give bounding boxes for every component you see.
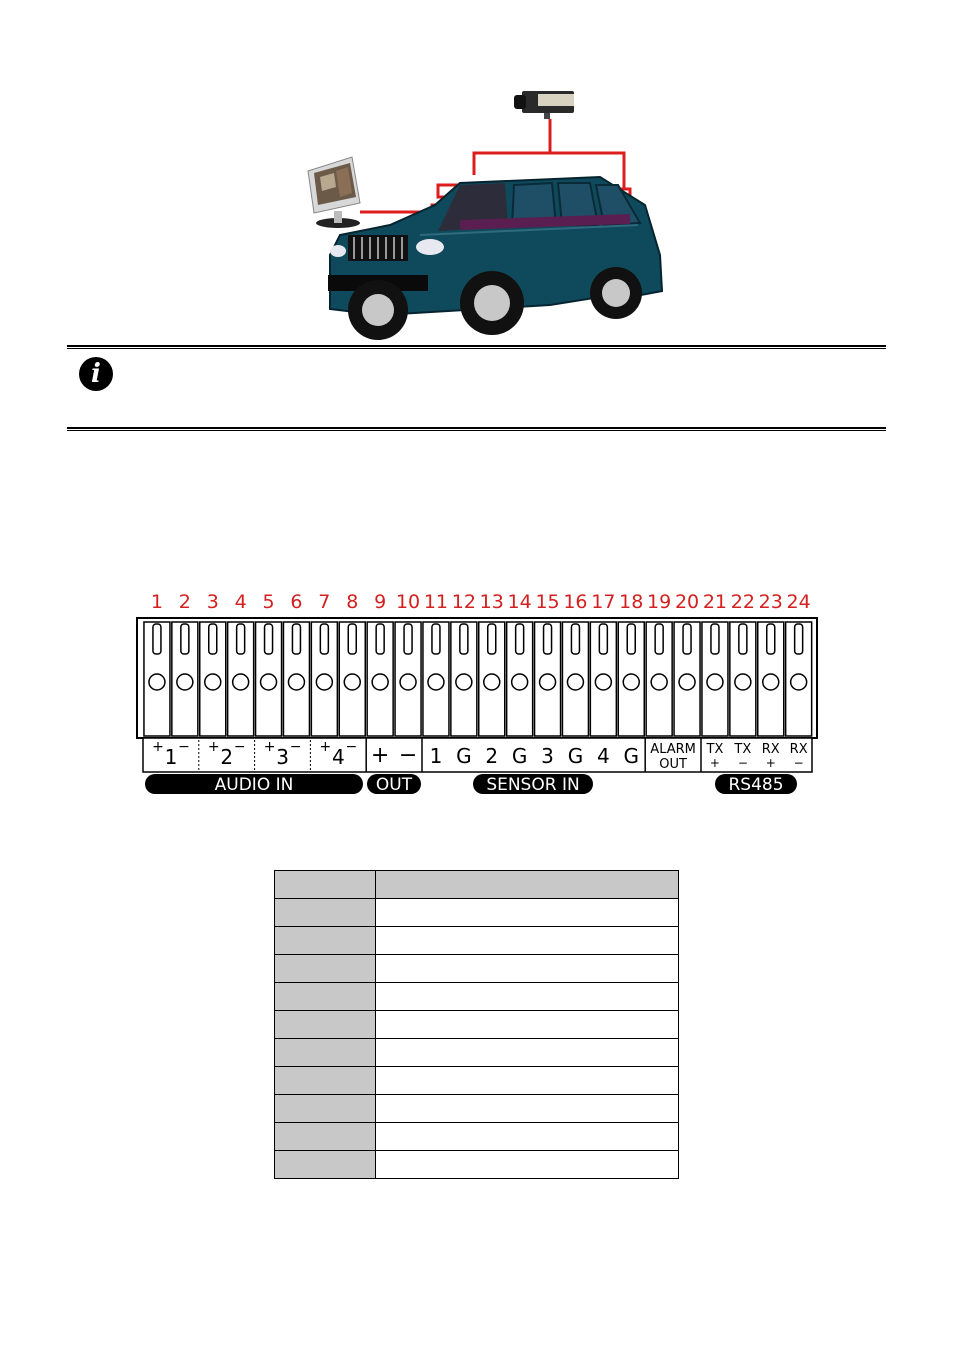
terminal-pin bbox=[200, 622, 226, 736]
terminal-pin bbox=[646, 622, 672, 736]
pin-number-label: 13 bbox=[479, 591, 504, 613]
terminal-pin bbox=[283, 622, 309, 736]
terminal-pin bbox=[228, 622, 254, 736]
rs485-pin-polarity: − bbox=[737, 756, 748, 770]
plus-sign: + bbox=[152, 739, 164, 755]
pin-number-label: 22 bbox=[730, 591, 755, 613]
terminal-pin bbox=[311, 622, 337, 736]
terminal-block-diagram bbox=[135, 588, 819, 798]
minus-sign: − bbox=[178, 739, 190, 755]
pin-number-label: 19 bbox=[647, 591, 672, 613]
terminal-pin bbox=[479, 622, 505, 736]
pin-number-label: 3 bbox=[206, 591, 219, 613]
pin-number-label: 8 bbox=[346, 591, 359, 613]
plus-sign: + bbox=[207, 739, 220, 755]
terminal-pin bbox=[786, 622, 812, 736]
out-plus: + bbox=[370, 743, 390, 768]
pin-number-label: 2 bbox=[178, 591, 191, 613]
rs485-pin-polarity: − bbox=[793, 756, 804, 770]
rs485-pin-label: TX bbox=[734, 742, 752, 757]
table-header-row bbox=[275, 871, 679, 899]
pin-number-label: 12 bbox=[451, 591, 476, 613]
terminal-pin bbox=[535, 622, 561, 736]
audio-in-channel: 3 bbox=[276, 745, 289, 769]
terminal-pin bbox=[395, 622, 421, 736]
minus-sign: − bbox=[233, 739, 246, 755]
sensor-pin-label: 3 bbox=[541, 744, 554, 768]
table-cell bbox=[376, 1123, 679, 1151]
table-cell bbox=[275, 927, 376, 955]
sensor-pin-label: G bbox=[623, 744, 639, 768]
pin-number-label: 16 bbox=[563, 591, 588, 613]
table-row bbox=[275, 899, 679, 927]
pin-number-label: 4 bbox=[234, 591, 247, 613]
table-cell bbox=[275, 871, 376, 899]
svg-text:RS485: RS485 bbox=[728, 775, 784, 795]
table-row bbox=[275, 955, 679, 983]
terminal-pin bbox=[590, 622, 616, 736]
minus-sign: − bbox=[345, 739, 358, 755]
alarm-out-label-line1: ALARM bbox=[650, 742, 696, 757]
suv-icon bbox=[328, 177, 662, 340]
table-row bbox=[275, 1123, 679, 1151]
pin-number-label: 15 bbox=[535, 591, 560, 613]
terminal-pin bbox=[618, 622, 644, 736]
terminal-pin bbox=[562, 622, 588, 736]
table-cell bbox=[275, 1067, 376, 1095]
rs485-pin-polarity: + bbox=[709, 756, 720, 770]
terminal-pin bbox=[367, 622, 393, 736]
out-minus: − bbox=[398, 743, 418, 768]
svg-text:AUDIO IN: AUDIO IN bbox=[214, 775, 294, 795]
table-cell bbox=[275, 899, 376, 927]
table-row bbox=[275, 1095, 679, 1123]
rs485-pin-label: RX bbox=[761, 742, 780, 757]
table-cell bbox=[275, 1011, 376, 1039]
table-cell bbox=[376, 1095, 679, 1123]
terminal-pin bbox=[144, 622, 170, 736]
terminal-pin bbox=[256, 622, 282, 736]
sensor-pin-label: 4 bbox=[596, 744, 610, 768]
terminal-pin bbox=[339, 622, 365, 736]
table-cell bbox=[376, 1151, 679, 1179]
svg-text:OUT: OUT bbox=[375, 775, 413, 795]
plus-sign: + bbox=[319, 739, 332, 755]
table-cell bbox=[275, 1151, 376, 1179]
sensor-pin-label: G bbox=[511, 744, 528, 768]
table-cell bbox=[376, 983, 679, 1011]
group-out bbox=[367, 774, 421, 795]
pin-number-label: 5 bbox=[262, 591, 275, 613]
pin-number-label: 23 bbox=[758, 591, 783, 613]
audio-in-channel: 4 bbox=[332, 745, 345, 769]
note-bottom-rule bbox=[67, 427, 886, 431]
table-cell bbox=[275, 1095, 376, 1123]
table-row bbox=[275, 1039, 679, 1067]
pin-number-label: 20 bbox=[674, 591, 700, 613]
pin-number-label: 6 bbox=[290, 591, 303, 613]
pin-number-label: 18 bbox=[619, 591, 644, 613]
plus-sign: + bbox=[263, 739, 276, 755]
terminal-pin bbox=[507, 622, 533, 736]
alarm-out-label-line2: OUT bbox=[659, 757, 687, 772]
rs485-pin-label: RX bbox=[789, 742, 808, 757]
pin-definition-table bbox=[274, 870, 679, 1179]
note-top-rule bbox=[67, 345, 886, 349]
table-cell bbox=[275, 1123, 376, 1151]
info-icon: i bbox=[79, 357, 113, 391]
terminal-pin bbox=[730, 622, 756, 736]
terminal-pin bbox=[702, 622, 728, 736]
pin-number-label: 11 bbox=[423, 591, 449, 613]
sensor-pin-label: G bbox=[567, 744, 584, 768]
pin-number-label: 10 bbox=[395, 591, 421, 613]
table-row bbox=[275, 1151, 679, 1179]
group-sensor-in bbox=[473, 774, 593, 795]
table-cell bbox=[376, 927, 679, 955]
pin-number-label: 1 bbox=[150, 591, 163, 613]
pin-number-label: 21 bbox=[702, 591, 728, 613]
table-cell bbox=[376, 871, 679, 899]
terminal-pin bbox=[451, 622, 477, 736]
rs485-pin-label: TX bbox=[706, 742, 724, 757]
terminal-pin bbox=[172, 622, 198, 736]
pin-number-label: 14 bbox=[507, 591, 532, 613]
sensor-pin-label: 1 bbox=[429, 744, 443, 768]
table-cell bbox=[376, 1011, 679, 1039]
table-row bbox=[275, 983, 679, 1011]
pin-number-label: 9 bbox=[374, 591, 387, 613]
pin-number-label: 24 bbox=[786, 591, 811, 613]
group-audio-in bbox=[145, 774, 363, 795]
table-row bbox=[275, 1067, 679, 1095]
terminal-pin bbox=[674, 622, 700, 736]
sensor-pin-label: 2 bbox=[485, 744, 499, 768]
pin-number-label: 7 bbox=[318, 591, 331, 613]
audio-in-channel: 1 bbox=[164, 745, 178, 769]
rs485-pin-polarity: + bbox=[765, 756, 776, 770]
table-cell bbox=[376, 899, 679, 927]
table-cell bbox=[275, 1039, 376, 1067]
terminal-pin bbox=[423, 622, 449, 736]
camera-icon bbox=[514, 91, 574, 119]
svg-text:SENSOR IN: SENSOR IN bbox=[486, 775, 580, 795]
monitor-icon bbox=[308, 157, 360, 228]
terminal-pin bbox=[758, 622, 784, 736]
table-cell bbox=[275, 955, 376, 983]
group-rs485 bbox=[715, 774, 797, 795]
table-cell bbox=[376, 1067, 679, 1095]
vehicle-installation-illustration bbox=[300, 85, 670, 345]
minus-sign: − bbox=[289, 739, 302, 755]
table-cell bbox=[376, 1039, 679, 1067]
table-row bbox=[275, 927, 679, 955]
table-cell bbox=[376, 955, 679, 983]
sensor-pin-label: G bbox=[456, 744, 472, 768]
audio-in-channel: 2 bbox=[220, 745, 234, 769]
table-row bbox=[275, 1011, 679, 1039]
table-cell bbox=[275, 983, 376, 1011]
pin-number-label: 17 bbox=[591, 591, 616, 613]
